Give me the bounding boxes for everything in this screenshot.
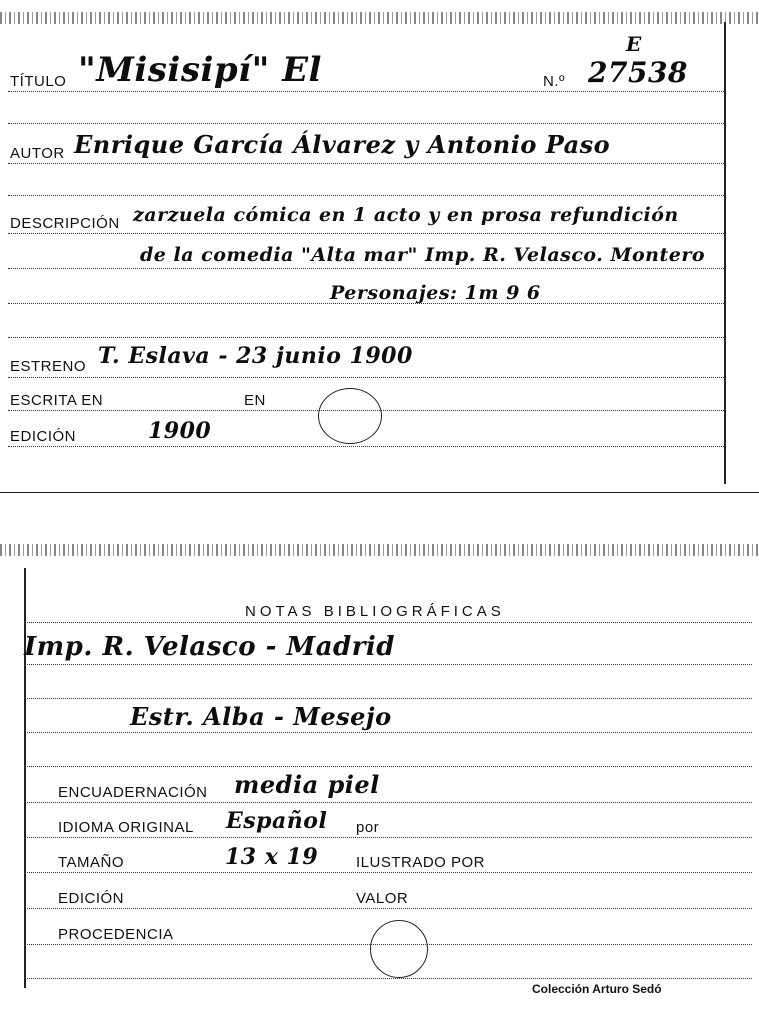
notes-rule-3 xyxy=(24,732,752,733)
estreno-value: T. Eslava - 23 junio 1900 xyxy=(98,343,413,369)
idioma-value: Español xyxy=(226,808,328,834)
descripcion-line-3: Personajes: 1m 9 6 xyxy=(330,282,541,304)
edicion-rule xyxy=(8,446,724,447)
notes-rule-1 xyxy=(24,664,752,665)
torn-edge-top xyxy=(0,12,759,24)
descripcion-line-1: zarzuela cómica en 1 acto y en prosa refundición xyxy=(133,204,679,226)
encuadernacion-rule xyxy=(24,802,752,803)
tamano-value: 13 x 19 xyxy=(225,844,319,870)
card-bottom-edge xyxy=(0,492,759,493)
edicion-label: EDICIÓN xyxy=(10,428,77,445)
numero-label: N.º xyxy=(543,73,565,90)
descripcion-label: DESCRIPCIÓN xyxy=(10,215,120,232)
descripcion-rule-2 xyxy=(8,268,724,269)
tamano-label: TAMAÑO xyxy=(58,854,125,871)
estreno-rule xyxy=(8,377,724,378)
tamano-rule xyxy=(24,872,752,873)
autor-label: AUTOR xyxy=(10,145,65,162)
descripcion-line-2: de la comedia "Alta mar" Imp. R. Velasco. Montero xyxy=(140,244,706,266)
encuadernacion-label: ENCUADERNACIÓN xyxy=(58,784,208,801)
idioma-rule xyxy=(24,837,752,838)
edicion-value: 1900 xyxy=(148,418,212,444)
numero-superscript: E xyxy=(626,32,642,56)
encuadernacion-value: media piel xyxy=(234,770,380,799)
numero-value: 27538 xyxy=(588,56,688,89)
notes-rule-4 xyxy=(24,766,752,767)
collection-credit: Colección Arturo Sedó xyxy=(532,982,662,996)
autor-rule xyxy=(8,163,724,164)
titulo-value: "Misisipí" El xyxy=(78,50,322,90)
procedencia-label: PROCEDENCIA xyxy=(58,926,174,943)
ilustrado-label: ILUSTRADO POR xyxy=(356,854,486,871)
ink-blot xyxy=(318,388,382,444)
por-label: por xyxy=(356,819,380,836)
blank-rule-bottom xyxy=(24,978,752,979)
right-margin-line xyxy=(724,22,726,484)
notes-rule-2 xyxy=(24,698,752,699)
notas-title: NOTAS BIBLIOGRÁFICAS xyxy=(245,603,505,620)
idioma-label: IDIOMA ORIGINAL xyxy=(58,819,194,836)
catalog-card-bottom xyxy=(0,540,759,1028)
valor-label: VALOR xyxy=(356,890,409,907)
blank-rule-3 xyxy=(8,337,724,338)
descripcion-rule-1 xyxy=(8,233,724,234)
notes-line-1: Imp. R. Velasco - Madrid xyxy=(24,632,395,662)
catalog-card-top xyxy=(0,0,759,495)
autor-value: Enrique García Álvarez y Antonio Paso xyxy=(74,130,611,159)
edicion-bottom-label: EDICIÓN xyxy=(58,890,125,907)
ink-blot-bottom xyxy=(370,920,428,978)
torn-edge-bottom-card xyxy=(0,544,759,556)
descripcion-rule-3 xyxy=(8,303,724,304)
escrita-en-label: ESCRITA EN xyxy=(10,392,104,409)
titulo-label: TÍTULO xyxy=(10,73,67,90)
left-margin-line xyxy=(24,568,26,988)
blank-rule-1 xyxy=(8,123,724,124)
estreno-label: ESTRENO xyxy=(10,358,87,375)
blank-rule-2 xyxy=(8,195,724,196)
titulo-rule xyxy=(8,91,724,92)
notes-line-2: Estr. Alba - Mesejo xyxy=(130,702,392,731)
edicion-bottom-rule xyxy=(24,908,752,909)
en-label: EN xyxy=(244,392,266,409)
notas-title-rule xyxy=(24,622,752,623)
